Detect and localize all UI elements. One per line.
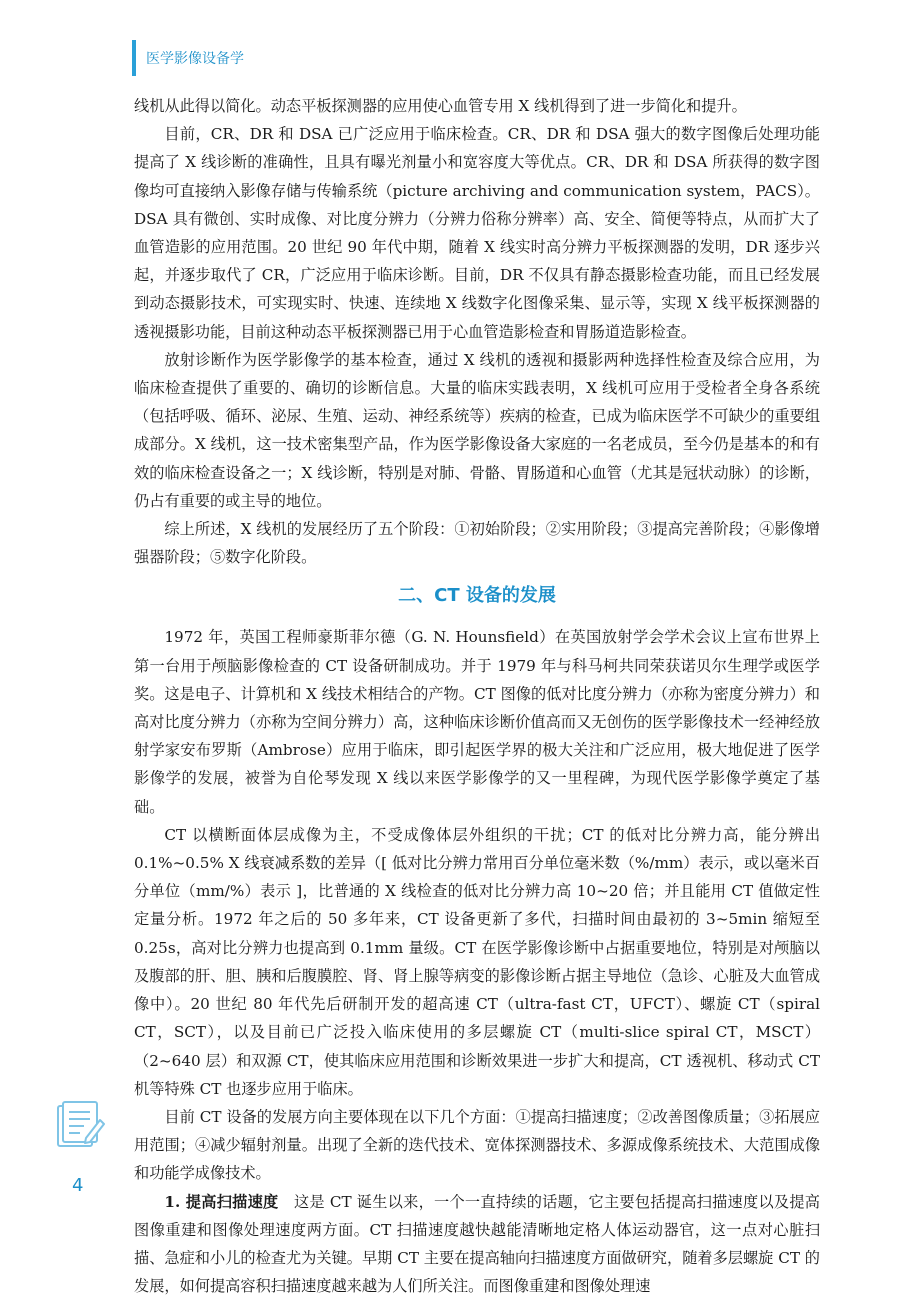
notes-icon <box>54 1098 106 1152</box>
paragraph-text: 这是 CT 诞生以来，一个一直持续的话题，它主要包括提高扫描速度以及提高图像重建和图像处理速度两方面。CT 扫描速度越快越能清晰地定格人体运动器官，这一点对心脏扫描、急症和小儿的检查尤为关键。早期 CT 主要在提高轴向扫描速度方面做研究，随着多层螺旋 CT 的发展，如何提高容积扫描速度越来越为人们所关注。而图像重建和图像处理速 <box>134 1192 820 1296</box>
paragraph: 1972 年，英国工程师豪斯菲尔德（G. N. Hounsfield）在英国放射学会学术会议上宣布世界上第一台用于颅脑影像检查的 CT 设备研制成功。并于 1979 年与科马柯共同荣获诺贝尔生理学或医学奖。这是电子、计算机和 X 线技术相结合的产物。CT 图像的低对比度分辨力（亦称为密度分辨力）和高对比度分辨力（亦称为空间分辨力）高，这种临床诊断价值高而又无创伤的医学影像技术一经神经放射学家安布罗斯（Ambrose）应用于临床，即引起医学界的极大关注和广泛应用，极大地促进了医学影像学的发展，被誉为自伦琴发现 X 线以来医学影像学的又一里程碑，为现代医学影像学奠定了基础。 <box>134 628 820 816</box>
paragraph: CT 以横断面体层成像为主，不受成像体层外组织的干扰；CT 的低对比分辨力高，能分辨出 0.1%~0.5% X 线衰减系数的差异（[ 低对比分辨力常用百分单位毫米数（%/mm）表示，或以毫米百分单位（mm/%）表示 ]，比普通的 X 线检查的低对比分辨力高 10~20 倍；并且能用 CT 值做定性定量分析。1972 年之后的 50 多年来，CT 设备更新了多代，扫描时间由最初的 3~5min 缩短至 0.25s，高对比分辨力也提高到 0.1mm 量级。CT 在医学影像诊断中占据重要地位，特别是对颅脑以及腹部的肝、胆、胰和后腹膜腔、肾、肾上腺等病变的影像诊断占据主导地位（急诊、心脏及大血管成像中）。20 世纪 80 年代先后研制开发的超高速 CT（ultra-fast CT，UFCT）、螺旋 CT（spiral CT，SCT），以及目前已广泛投入临床使用的多层螺旋 CT（multi-slice spiral CT，MSCT）（2~640 层）和双源 CT，使其临床应用范围和诊断效果进一步扩大和提高，CT 透视机、移动式 CT 机等特殊 CT 也逐步应用于临床。 <box>134 825 820 1098</box>
page-body <box>134 92 820 1300</box>
running-header-title: 医学影像设备学 <box>146 51 244 67</box>
header-accent-bar <box>132 40 136 76</box>
section-heading: 二、CT 设备的发展 <box>398 585 556 607</box>
paragraph: 综上所述，X 线机的发展经历了五个阶段：①初始阶段；②实用阶段；③提高完善阶段；④影像增强器阶段；⑤数字化阶段。 <box>134 520 820 567</box>
paragraph: 目前，CR、DR 和 DSA 已广泛应用于临床检查。CR、DR 和 DSA 强大的数字图像后处理功能提高了 X 线诊断的准确性，且具有曝光剂量小和宽容度大等优点。CR、DR 和 DSA 所获得的数字图像均可直接纳入影像存储与传输系统（picture archiving and communication system，PACS）。DSA 具有微创、实时成像、对比度分辨力（分辨力俗称分辨率）高、安全、简便等特点，从而扩大了血管造影的应用范围。20 世纪 90 年代中期，随着 X 线实时高分辨力平板探测器的发明，DR 逐步兴起，并逐步取代了 CR，广泛应用于临床诊断。目前，DR 不仅具有静态摄影检查功能，而且已经发展到动态摄影技术，可实现实时、快速、连续地 X 线数字化图像采集、显示等，实现 X 线平板探测器的透视摄影功能，目前这种动态平板探测器已用于心血管造影检查和胃肠道造影检查。 <box>134 125 820 341</box>
paragraph: 放射诊断作为医学影像学的基本检查，通过 X 线机的透视和摄影两种选择性检查及综合应用，为临床检查提供了重要的、确切的诊断信息。大量的临床实践表明，X 线机可应用于受检者全身各系统（包括呼吸、循环、泌尿、生殖、运动、神经系统等）疾病的检查，已成为临床医学不可缺少的重要组成部分。X 线机，这一技术密集型产品，作为医学影像设备大家庭的一名老成员，至今仍是基本的和有效的临床检查设备之一；X 线诊断，特别是对肺、骨骼、胃肠道和心血管（尤其是冠状动脉）的诊断，仍占有重要的或主导的地位。 <box>134 350 820 510</box>
page-number: 4 <box>72 1175 84 1196</box>
paragraph: 线机从此得以简化。动态平板探测器的应用使心血管专用 X 线机得到了进一步简化和提升。 <box>134 97 747 115</box>
paragraph: 目前 CT 设备的发展方向主要体现在以下几个方面：①提高扫描速度；②改善图像质量；③拓展应用范围；④减少辐射剂量。出现了全新的迭代技术、宽体探测器技术、多源成像系统技术、大范围成像和功能学成像技术。 <box>134 1107 820 1183</box>
subsection-lead: 1. 提高扫描速度 <box>164 1192 279 1211</box>
paragraph <box>134 1188 820 1300</box>
